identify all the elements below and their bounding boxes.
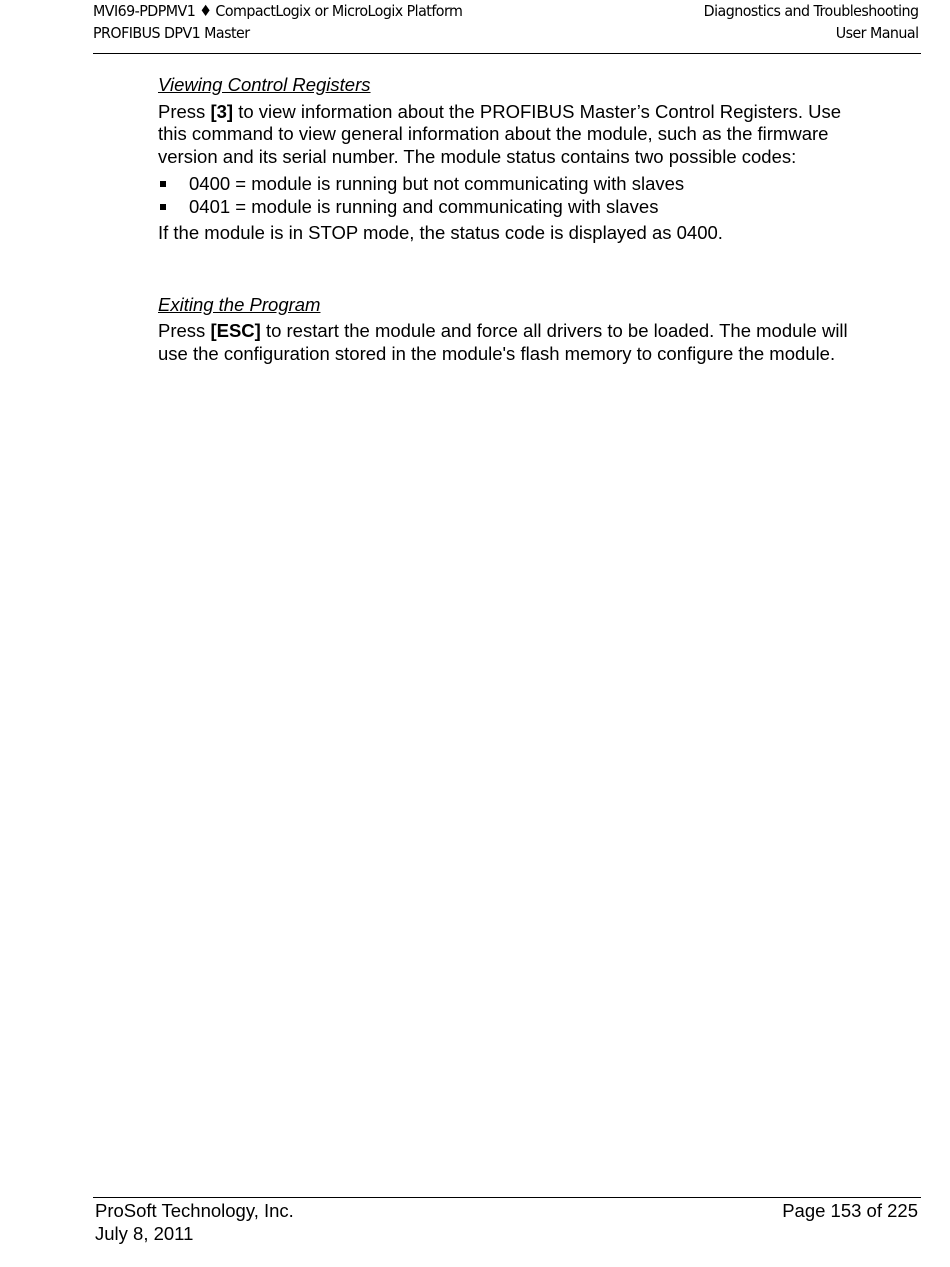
text-run: to restart the module and force all drivers to be loaded. The module will use the configuration stored in the module's flash memory to configure the module. [158, 320, 848, 364]
text-run: Press [158, 100, 211, 122]
list-item [158, 173, 858, 196]
status-code-list [158, 173, 858, 218]
page-header [93, 0, 921, 54]
section-spacer [158, 250, 858, 294]
square-bullet-icon [160, 204, 166, 210]
paragraph: If the module is in STOP mode, the status code is displayed as 0400. [158, 222, 723, 243]
footer-company: ProSoft Technology, Inc. [95, 1200, 294, 1221]
header-product-subtitle: PROFIBUS DPV1 Master [93, 24, 250, 42]
list-item-text: 0400 = module is running but not communicating with slaves [189, 173, 685, 194]
header-left [93, 0, 462, 44]
header-document-type: User Manual [835, 24, 918, 42]
section-title: Viewing Control Registers [158, 74, 371, 95]
footer-left [95, 1200, 294, 1245]
section-viewing-control-registers [158, 74, 858, 245]
text-run: Press [158, 320, 211, 341]
list-item-text: 0401 = module is running and communicating with slaves [189, 195, 659, 217]
key-label: [ESC] [210, 320, 261, 341]
section-exiting-the-program [158, 294, 858, 366]
square-bullet-icon [160, 181, 166, 187]
paragraph [158, 320, 858, 365]
page-content [158, 74, 858, 370]
list-item [158, 196, 858, 219]
header-product-title: MVI69-PDPMV1 ♦ CompactLogix or MicroLogix Platform [93, 2, 463, 20]
page-footer [93, 1197, 921, 1244]
header-right [703, 0, 918, 44]
footer-page-number: Page 153 of 225 [782, 1200, 918, 1221]
header-chapter-title: Diagnostics and Troubleshooting [703, 2, 918, 20]
footer-date: July 8, 2011 [95, 1222, 194, 1244]
paragraph [158, 101, 858, 169]
section-title: Exiting the Program [158, 293, 321, 315]
key-label: [3] [210, 100, 234, 122]
text-run: to view information about the PROFIBUS Master’s Control Registers. Use this command to view general information about the module, such as the firmware version and its serial number. The module status contains two possible codes: [158, 100, 842, 167]
